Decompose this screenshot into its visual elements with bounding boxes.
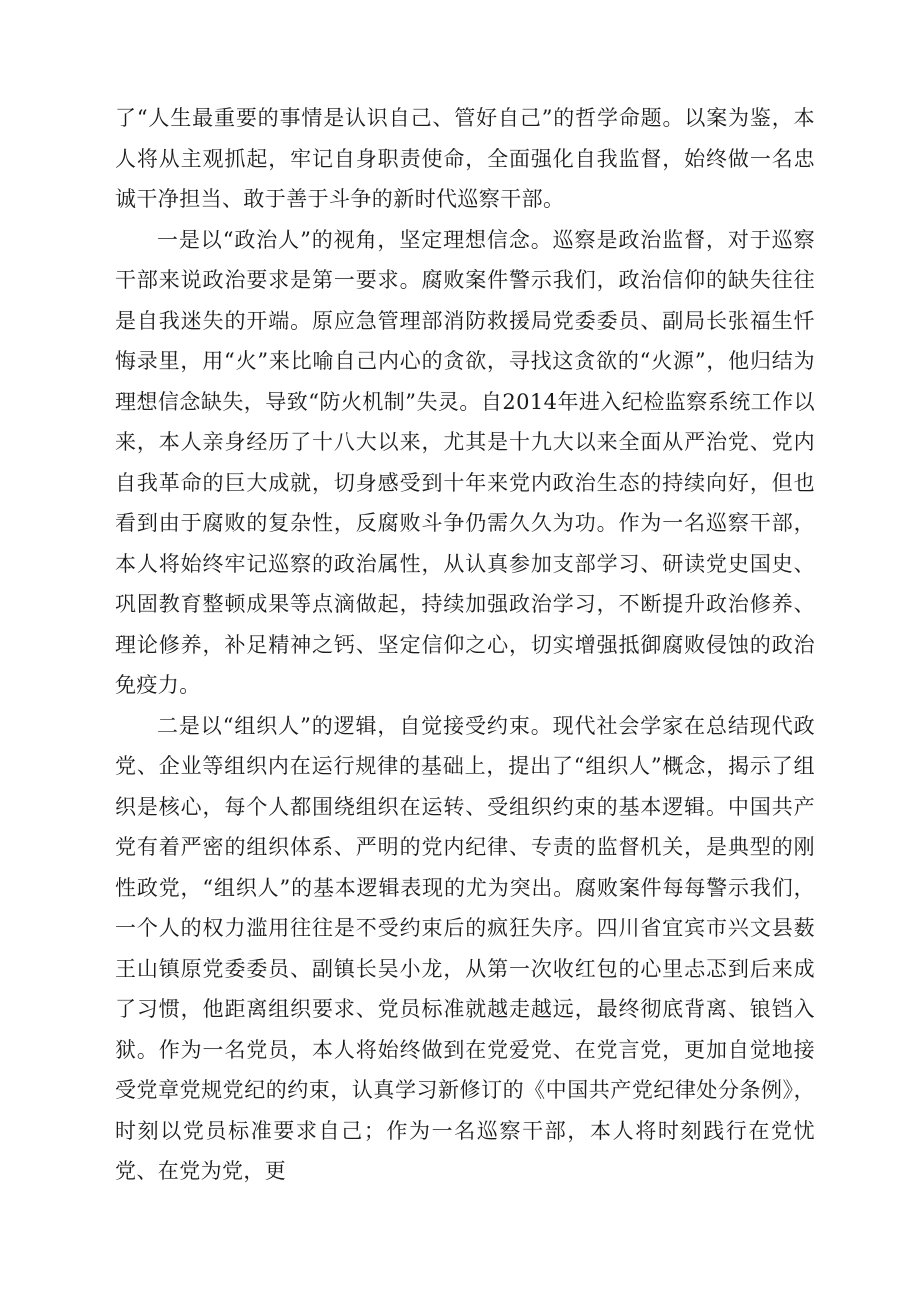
paragraph-political-person: 一是以“政治人”的视角，坚定理想信念。巡察是政治监督，对于巡察干部来说政治要求是第一要求。腐败案件警示我们，政治信仰的缺失往往是自我迷失的开端。原应急管理部消防救援局党委委员、副局长张福生忏悔录里，用“火”来比喻自己内心的贪欲，寻找这贪欲的“火源”，他归结为理想信念缺失，导致“防火机制”失灵。自2014年进入纪检监察系统工作以来，本人亲身经历了十八大以来，尤其是十九大以来全面从严治党、党内自我革命的巨大成就，切身感受到十年来党内政治生态的持续向好，但也看到由于腐败的复杂性，反腐败斗争仍需久久为功。作为一名巡察干部，本人将始终牢记巡察的政治属性，从认真参加支部学习、研读党史国史、巩固教育整顿成果等点滴做起，持续加强政治学习，不断提升政治修养、理论修养，补足精神之钙、坚定信仰之心，切实增强抵御腐败侵蚀的政治免疫力。 [115, 227, 815, 697]
paragraph-intro-continuation: 了“人生最重要的事情是认识自己、管好自己”的哲学命题。以案为鉴，本人将从主观抓起，牢记自身职责使命，全面强化自我监督，始终做一名忠诚干净担当、敢于善于斗争的新时代巡察干部。 [115, 106, 815, 211]
paragraph-organization-person: 二是以“组织人”的逻辑，自觉接受约束。现代社会学家在总结现代政党、企业等组织内在运行规律的基础上，提出了“组织人”概念，揭示了组织是核心，每个人都围绕组织在运转、受组织约束的基本逻辑。中国共产党有着严密的组织体系、严明的党内纪律、专责的监督机关，是典型的刚性政党，“组织人”的基本逻辑表现的尤为突出。腐败案件每每警示我们，一个人的权力滥用往往是不受约束后的疯狂失序。四川省宜宾市兴文县薮王山镇原党委委员、副镇长吴小龙，从第一次收红包的心里忐忑到后来成了习惯，他距离组织要求、党员标准就越走越远，最终彻底背离、锒铛入狱。作为一名党员，本人将始终做到在党爱党、在党言党，更加自觉地接受党章党规党纪的约束，认真学习新修订的《中国共产党纪律处分条例》，时刻以党员标准要求自己；作为一名巡察干部，本人将时刻践行在党忧党、在党为党，更 [115, 713, 815, 1183]
document-body [115, 98, 815, 1192]
